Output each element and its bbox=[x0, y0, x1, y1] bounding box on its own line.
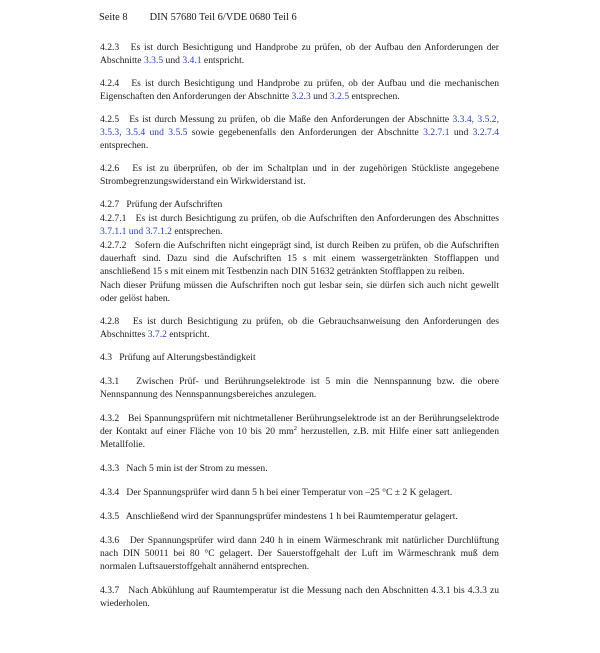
paragraph-text: Nach 5 min ist der Strom zu messen. bbox=[126, 463, 268, 474]
section-number: 4.3.2 bbox=[100, 413, 120, 424]
section-link[interactable]: 3.7.1.1 und 3.7.1.2 bbox=[100, 226, 172, 237]
paragraph-4-2-8 bbox=[100, 315, 499, 341]
paragraph-4-3-5 bbox=[100, 510, 499, 523]
paragraph-4-2-3 bbox=[100, 41, 499, 67]
section-number: 4.2.8 bbox=[100, 316, 120, 327]
page-number: Seite 8 bbox=[99, 12, 128, 23]
section-link[interactable]: 3.3.4, 3.5.2, 3.5.3, 3.5.4 und 3.5.5 bbox=[100, 114, 499, 138]
paragraph-text: herzustellen, z.B. mit Hilfe einer satt anliegenden Metallfolie. bbox=[100, 426, 499, 450]
section-link[interactable]: 3.7.2 bbox=[147, 329, 167, 340]
paragraph-4-2-7-1 bbox=[100, 212, 499, 238]
paragraph-4-3-3 bbox=[100, 462, 499, 475]
paragraph-4-2-5 bbox=[100, 113, 499, 152]
paragraph-text: entsprechen. bbox=[100, 140, 149, 151]
paragraph-note: Nach dieser Prüfung müssen die Aufschriften noch gut lesbar sein, sie dürfen sich auch nicht gewellt oder gelöst haben. bbox=[100, 280, 499, 304]
section-link[interactable]: 3.3.5 bbox=[143, 55, 164, 66]
paragraph-text: entsprechen. bbox=[171, 226, 223, 237]
paragraph-4-2-6 bbox=[100, 162, 499, 188]
section-number: 4.2.7.1 bbox=[100, 213, 127, 224]
section-link[interactable]: 3.2.3 bbox=[291, 91, 311, 102]
paragraph-text: Es ist durch Besichtigung zu prüfen, ob die Gebrauchsanweisung den Anforderungen des Abschnittes bbox=[100, 316, 499, 340]
section-number: 4.3.3 bbox=[100, 463, 120, 474]
document-id: DIN 57680 Teil 6/VDE 0680 Teil 6 bbox=[149, 12, 297, 23]
paragraph-text: entspricht. bbox=[201, 55, 245, 66]
paragraph-text: Sofern die Aufschriften nicht eingeprägt sind, ist durch Reiben zu prüfen, ob die Aufschriften dauerhaft sind. Dazu sind die Aufschriften 15 s mit einem wassergetränkten Stofflappen und anschließend 15 s mit einem mit Testbenzin nach DIN 51632 getränkten Stofflappen zu reiben. bbox=[100, 240, 499, 277]
paragraph-text: entsprechen. bbox=[349, 91, 400, 102]
section-number: 4.3.6 bbox=[100, 535, 120, 546]
paragraph-text: und bbox=[310, 91, 330, 102]
paragraph-4-2-7-2 bbox=[100, 239, 499, 278]
section-link[interactable]: 3.2.7.4 bbox=[472, 127, 500, 138]
paragraph-text: Nach Abkühlung auf Raumtemperatur ist die Messung nach den Abschnitten 4.3.1 bis 4.3.3 zu wiederholen. bbox=[100, 585, 499, 609]
paragraph-4-3-4 bbox=[100, 486, 499, 499]
paragraph-text: und bbox=[449, 127, 473, 138]
paragraph-text: Der Spannungsprüfer wird dann 5 h bei einer Temperatur von –25 °C ± 2 K gelagert. bbox=[126, 487, 453, 498]
paragraph-4-3-2 bbox=[100, 412, 499, 451]
paragraph-text: Es ist durch Besichtigung und Handprobe zu prüfen, ob der Aufbau und die mechanischen Eigenschaften den Anforderungen der Abschnitte bbox=[100, 78, 499, 102]
section-number: 4.3.1 bbox=[100, 376, 120, 387]
paragraph-4-3-7 bbox=[100, 584, 499, 610]
paragraph-text: sowie gegebenenfalls den Anforderungen der Abschnitte bbox=[187, 127, 424, 138]
paragraph-text: Anschließend wird der Spannungsprüfer mindestens 1 h bei Raumtemperatur gelagert. bbox=[125, 511, 458, 522]
section-number: 4.2.5 bbox=[100, 114, 120, 125]
paragraph-text: Zwischen Prüf- und Berührungselektrode ist 5 min die Nennspannung bzw. die obere Nennspannung des Nennspannungsbereiches anzulegen. bbox=[100, 376, 499, 400]
paragraph-text: Der Spannungsprüfer wird dann 240 h in einem Wärmeschrank mit natürlicher Durchlüftung nach DIN 50011 bei 80 °C gelagert. Der Sauerstoffgehalt der Luft im Wärmeschrank muß dem normalen Luftsauerstoffgehalt annähernd entsprechen. bbox=[100, 535, 499, 572]
section-number: 4.3.4 bbox=[100, 487, 120, 498]
paragraph-text: Es ist zu überprüfen, ob der im Schaltplan und in der zugehörigen Stückliste angegebene Strombegrenzungswiderstand ein Wirkwiderstand ist. bbox=[100, 163, 499, 187]
section-link[interactable]: 3.2.7.1 bbox=[423, 127, 450, 138]
paragraph-4-3-1 bbox=[100, 375, 499, 401]
section-link[interactable]: 3.4.1 bbox=[182, 55, 202, 66]
paragraph-text: Es ist durch Messung zu prüfen, ob die Maße den Anforderungen der Abschnitte bbox=[129, 114, 453, 125]
paragraph-text: Bei Spannungsprüfern mit nichtmetallener Berührungselektrode ist an der Berührungselektrode der Kontakt auf einer Fläche von 10 bis 20 mm bbox=[100, 413, 499, 437]
paragraph-text: Es ist durch Besichtigung zu prüfen, ob die Aufschriften den Anforderungen des Abschnittes bbox=[135, 213, 499, 224]
section-number: 4.2.3 bbox=[100, 42, 120, 53]
heading-4-3: 4.3 Prüfung auf Alterungsbeständigkeit bbox=[100, 352, 256, 363]
section-number: 4.2.7.2 bbox=[100, 240, 127, 251]
section-number: 4.3.5 bbox=[100, 511, 120, 522]
paragraph-text: und bbox=[163, 55, 183, 66]
paragraph-4-2-4 bbox=[100, 77, 499, 103]
section-link[interactable]: 3.2.5 bbox=[329, 91, 350, 102]
superscript: 2 bbox=[293, 424, 298, 432]
paragraph-text: entspricht. bbox=[166, 329, 210, 340]
paragraph-4-3-6 bbox=[100, 534, 499, 573]
heading-4-2-7: 4.2.7 Prüfung der Aufschriften bbox=[100, 199, 223, 210]
page-header bbox=[99, 11, 297, 24]
document-body bbox=[100, 41, 499, 610]
section-number: 4.2.4 bbox=[100, 78, 120, 89]
section-number: 4.2.6 bbox=[100, 163, 120, 174]
paragraph-text: Es ist durch Besichtigung und Handprobe zu prüfen, ob der Aufbau den Anforderungen der Abschnitte bbox=[100, 42, 499, 66]
section-number: 4.3.7 bbox=[100, 585, 120, 596]
